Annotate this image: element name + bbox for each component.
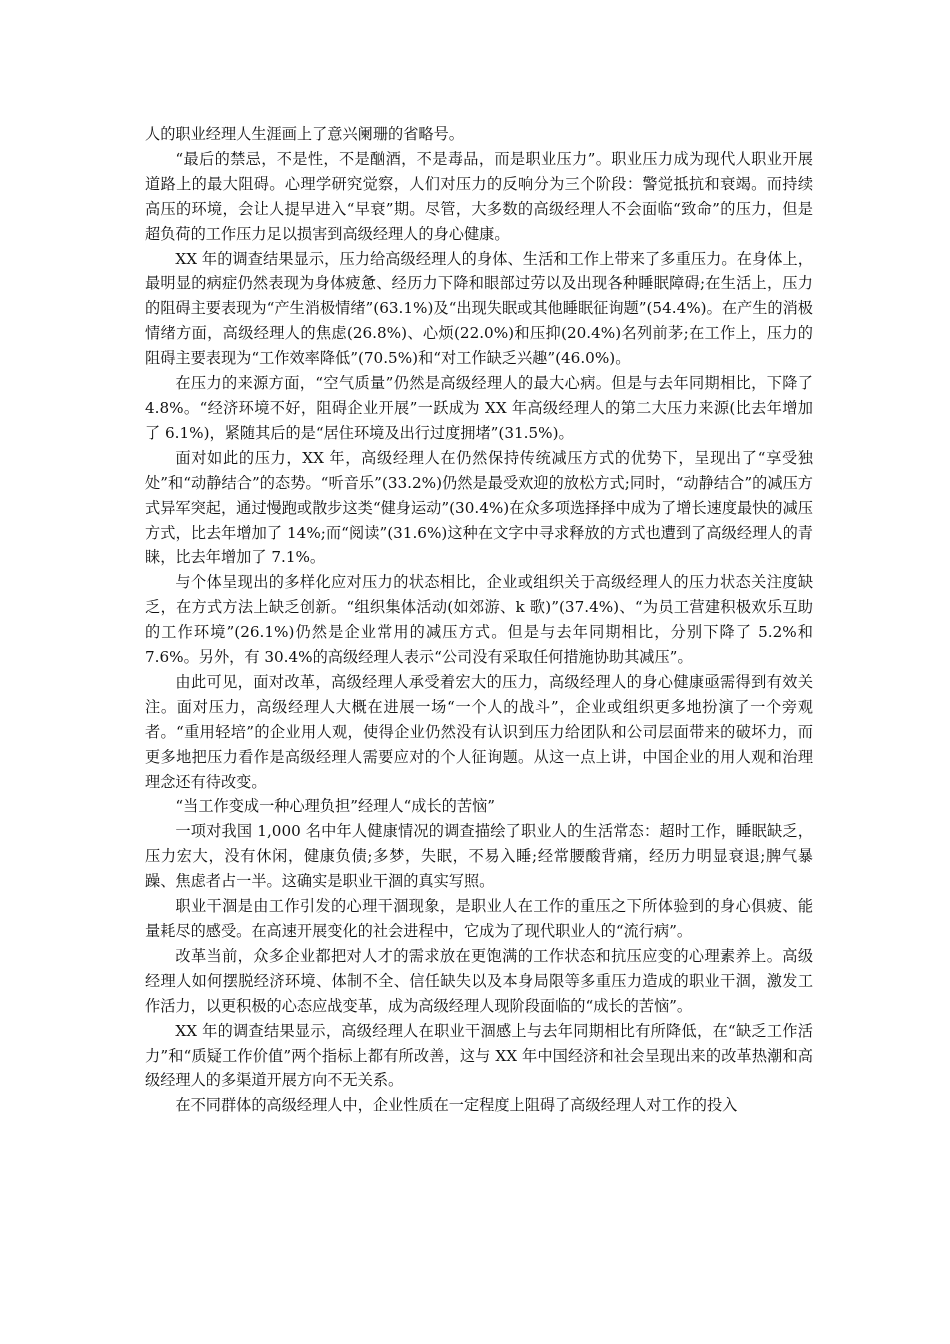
paragraph-survey-results: XX 年的调查结果显示，压力给高级经理人的身体、生活和工作上带来了多重压力。在身体上，最明显的病症仍然表现为身体疲惫、经历力下降和眼部过劳以及出现各种睡眠障碍;在生活上，压力的阻碍主要表现为“产生消极情绪”(63.1%)及“出现失眠或其他睡眠征询题”(54.4%)。在产生的消极情绪方面，高级经理人的焦虑(26.8%)、心烦(22.0%)和压抑(20.4%)名列前茅;在工作上，压力的阻碍主要表现为“工作效率降低”(70.5%)和“对工作缺乏兴趣”(46.0%)。 bbox=[145, 249, 813, 368]
paragraph-group-differences: 在不同群体的高级经理人中，企业性质在一定程度上阻碍了高级经理人对工作的投入 bbox=[175, 1096, 738, 1115]
paragraph-organization-response: 与个体呈现出的多样化应对压力的状态相比，企业或组织关于高级经理人的压力状态关注度缺乏，在方式方法上缺乏创新。“组织集体活动(如郊游、k 歌)”(37.4%)、“为员工营建积极欢乐互助的工作环境”(26.1%)仍然是企业常用的减压方式。但是与去年同期相比，分别下降了 5.2%和 7.6%。另外，有 30.4%的高级经理人表示“公司没有采取任何措施协助其减压”。 bbox=[145, 573, 813, 667]
paragraph-reform-needs: 改革当前，众多企业都把对人才的需求放在更饱满的工作状态和抗压应变的心理素养上。高级经理人如何摆脱经济环境、体制不全、信任缺失以及本身局限等多重压力造成的职业干涸，激发工作活力，以更积极的心态应战变革，成为高级经理人现阶段面临的“成长的苦恼”。 bbox=[145, 946, 813, 1015]
paragraph-relief-methods: 面对如此的压力，XX 年，高级经理人在仍然保持传统减压方式的优势下，呈现出了“享受独处”和“动静结合”的态势。“听音乐”(33.2%)仍然是最受欢迎的放松方式;同时，“动静结合”的减压方式异军突起，通过慢跑或散步这类“健身运动”(30.4%)在众多项选择择中成为了增长速度最快的减压方式，比去年增加了 14%;而“阅读”(31.6%)这种在文字中寻求释放的方式也遭到了高级经理人的青睐，比去年增加了 7.1%。 bbox=[145, 448, 813, 567]
paragraph-health-survey: 一项对我国 1,000 名中年人健康情况的调查描绘了职业人的生活常态：超时工作，睡眠缺乏，压力宏大，没有休闲，健康负债;多梦，失眠，不易入睡;经常腰酸背痛，经历力明显衰退;脾气暴躁、焦虑者占一半。这确实是职业干涸的真实写照。 bbox=[145, 822, 813, 891]
paragraph-pressure-taboo: “最后的禁忌，不是性，不是酗酒，不是毒品，而是职业压力”。职业压力成为现代人职业开展道路上的最大阻碍。心理学研究觉察，人们对压力的反响分为三个阶段：警觉抵抗和衰竭。而持续高压的环境，会让人提早进入“早衰”期。尽管，大多数的高级经理人不会面临“致命”的压力，但是超负荷的工作压力足以损害到高级经理人的身心健康。 bbox=[145, 149, 813, 243]
paragraph-pressure-sources: 在压力的来源方面，“空气质量”仍然是高级经理人的最大心病。但是与去年同期相比，下降了 4.8%。“经济环境不好，阻碍企业开展”一跃成为 XX 年高级经理人的第二大压力来源(比去年增加了 6.1%)，紧随其后的是“居住环境及出行过度拥堵”(31.5%)。 bbox=[145, 374, 813, 442]
document-body bbox=[145, 122, 813, 1118]
paragraph-burnout-definition: 职业干涸是由工作引发的心理干涸现象，是职业人在工作的重压之下所体验到的身心俱疲、能量耗尽的感受。在高速开展变化的社会进程中，它成为了现代职业人的“流行病”。 bbox=[145, 897, 813, 940]
paragraph-burnout-results: XX 年的调查结果显示，高级经理人在职业干涸感上与去年同期相比有所降低，在“缺乏工作活力”和“质疑工作价值”两个指标上都有所改善，这与 XX 年中国经济和社会呈现出来的改革热潮和高级经理人的多渠道开展方向不无关系。 bbox=[145, 1021, 813, 1090]
section-subheading: “当工作变成一种心理负担”经理人“成长的苦恼” bbox=[175, 797, 496, 816]
paragraph-conclusion: 由此可见，面对改革，高级经理人承受着宏大的压力，高级经理人的身心健康亟需得到有效关注。面对压力，高级经理人大概在进展一场“一个人的战斗”，企业或组织更多地扮演了一个旁观者。“重用轻培”的企业用人观，使得企业仍然没有认识到压力给团队和公司层面带来的破坏力，而更多地把压力看作是高级经理人需要应对的个人征询题。从这一点上讲，中国企业的用人观和治理理念还有待改变。 bbox=[145, 672, 813, 791]
paragraph-continuation: 人的职业经理人生涯画上了意兴阑珊的省略号。 bbox=[145, 125, 464, 143]
